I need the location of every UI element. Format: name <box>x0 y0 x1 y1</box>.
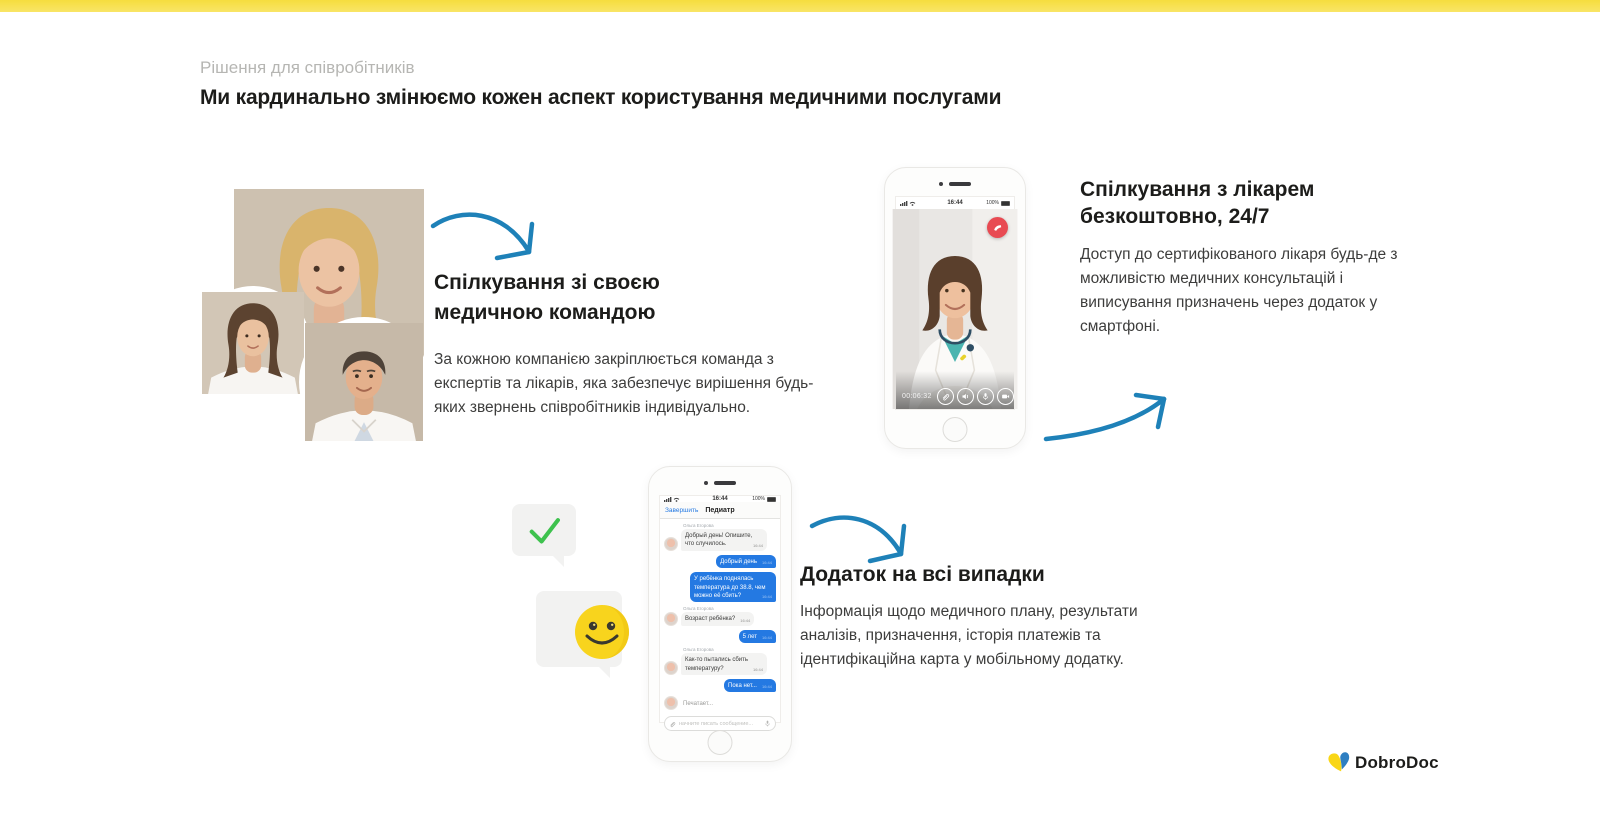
mic-icon <box>981 392 990 401</box>
chat-navbar <box>660 502 780 519</box>
end-call-icon <box>992 222 1003 233</box>
curved-arrow-icon <box>425 198 543 266</box>
mic-icon <box>764 719 771 728</box>
camera-button <box>997 388 1014 405</box>
end-call-button <box>987 217 1008 238</box>
team-section-body: За кожною компанією закріплюється команда з експертів та лікарів, яка забезпечує вирішення будь-яких звернень співробітників індивідуально. <box>434 351 814 417</box>
chat-bubble: Пока нет... 16:44 <box>724 679 776 692</box>
chat-message <box>716 555 776 568</box>
chat-message <box>690 572 776 602</box>
chat-message-row <box>664 696 776 710</box>
chat-message <box>739 630 776 643</box>
chat-doctor-avatar <box>664 612 678 626</box>
home-button <box>708 730 733 755</box>
team-section-title: Спілкування зі своєю медичною командою <box>434 271 660 325</box>
chat-back-button: Завершить <box>665 506 699 514</box>
video-call-phone <box>884 167 1026 449</box>
battery-percent: 100% <box>986 200 999 206</box>
chat-sender-name: Ольга Егорова <box>683 606 714 612</box>
top-accent-bar <box>0 0 1600 12</box>
doctor-call-section-body: Доступ до сертифікованого лікаря будь-де з можливістю медичних консультацій і виписування призначень через додаток у смартфоні. <box>1080 246 1398 336</box>
heart-logo-icon <box>1326 750 1352 775</box>
chat-message-time: 16:44 <box>752 667 763 673</box>
chat-message-time: 16:44 <box>761 635 772 641</box>
chat-message <box>681 698 715 710</box>
status-time: 16:44 <box>947 200 963 206</box>
app-section-title: Додаток на всі випадки <box>800 563 1045 586</box>
chat-sender-name: Ольга Егорова <box>683 647 714 653</box>
chat-message-row <box>664 679 776 692</box>
chat-bubble: Добрый день! Опишите, что случилось. 16:44 <box>681 529 767 551</box>
chat-bubble: Возраст ребёнка? 16:44 <box>681 612 754 625</box>
dobrodoc-logo[interactable] <box>1328 752 1439 773</box>
battery-percent: 100% <box>752 496 765 502</box>
status-bar <box>896 197 1014 209</box>
chat-title: Педиатр <box>705 506 735 514</box>
chat-message-row <box>664 630 776 643</box>
curved-arrow-icon <box>1040 383 1180 445</box>
chat-input-placeholder: начните писать сообщение... <box>679 720 754 727</box>
chat-message <box>681 606 754 625</box>
chat-message-row <box>664 572 776 602</box>
curved-arrow-icon <box>806 504 918 566</box>
status-time: 16:44 <box>712 496 728 502</box>
chat-message <box>681 647 767 675</box>
app-section-body: Інформація щодо медичного плану, результати аналізів, призначення, історія платежів та ідентифікаційна карта у мобільному додатку. <box>800 603 1138 669</box>
speaker-button <box>957 388 974 405</box>
eyebrow-label: Рішення для співробітників <box>200 58 415 77</box>
chat-message <box>724 679 776 692</box>
call-controls <box>896 371 1014 409</box>
chat-typing-indicator: Печатает... <box>683 701 714 708</box>
home-button <box>943 417 968 442</box>
doctor-call-section-title: Спілкування з лікарем безкоштовно, 24/7 <box>1080 178 1315 229</box>
check-icon <box>523 512 565 548</box>
smiley-icon <box>574 604 630 660</box>
smiley-sticker <box>536 591 622 667</box>
paperclip-icon <box>669 720 676 728</box>
check-sticker <box>512 504 576 556</box>
mute-button <box>977 388 994 405</box>
chat-bubble: Как-то пытались сбить температуру? 16:44 <box>681 653 767 675</box>
chat-message-row <box>664 523 776 551</box>
chat-bubble: 5 лет 16:44 <box>739 630 776 643</box>
paperclip-icon <box>941 392 950 401</box>
call-timer: 00:06:32 <box>902 392 932 400</box>
chat-doctor-avatar <box>664 696 678 710</box>
chat-bubble: У ребёнка поднялась температура до 38.8, чем можно её сбить? 16:44 <box>690 572 776 602</box>
phone-earpiece <box>885 181 1025 187</box>
phone-earpiece <box>649 480 791 486</box>
chat-bubble: Добрый день 16:44 <box>716 555 776 568</box>
chat-doctor-avatar <box>664 537 678 551</box>
speaker-icon <box>961 392 970 401</box>
status-bar <box>660 496 780 502</box>
doctor-photo-man <box>299 317 429 447</box>
chat-message-time: 16:44 <box>740 617 751 623</box>
chat-message-row <box>664 647 776 675</box>
chat-messages <box>660 519 780 714</box>
page-title: Ми кардинально змінюємо кожен аспект користування медичними послугами <box>200 86 1002 109</box>
chat-message-time: 16:44 <box>761 684 772 690</box>
doctor-photo-brunette <box>196 286 310 400</box>
camera-icon <box>1001 392 1010 401</box>
logo-text: DobroDoc <box>1355 752 1439 772</box>
chat-message-row <box>664 555 776 568</box>
chat-screen <box>659 495 781 727</box>
video-call-screen <box>895 196 1015 410</box>
chat-message-time: 16:44 <box>761 560 772 566</box>
chat-message-time: 16:44 <box>752 542 763 548</box>
chat-message <box>681 523 767 551</box>
attach-button <box>937 388 954 405</box>
chat-message-time: 16:44 <box>761 594 772 600</box>
chat-doctor-avatar <box>664 661 678 675</box>
chat-sender-name: Ольга Егорова <box>683 523 714 528</box>
chat-phone <box>648 466 792 762</box>
chat-message-row <box>664 606 776 625</box>
